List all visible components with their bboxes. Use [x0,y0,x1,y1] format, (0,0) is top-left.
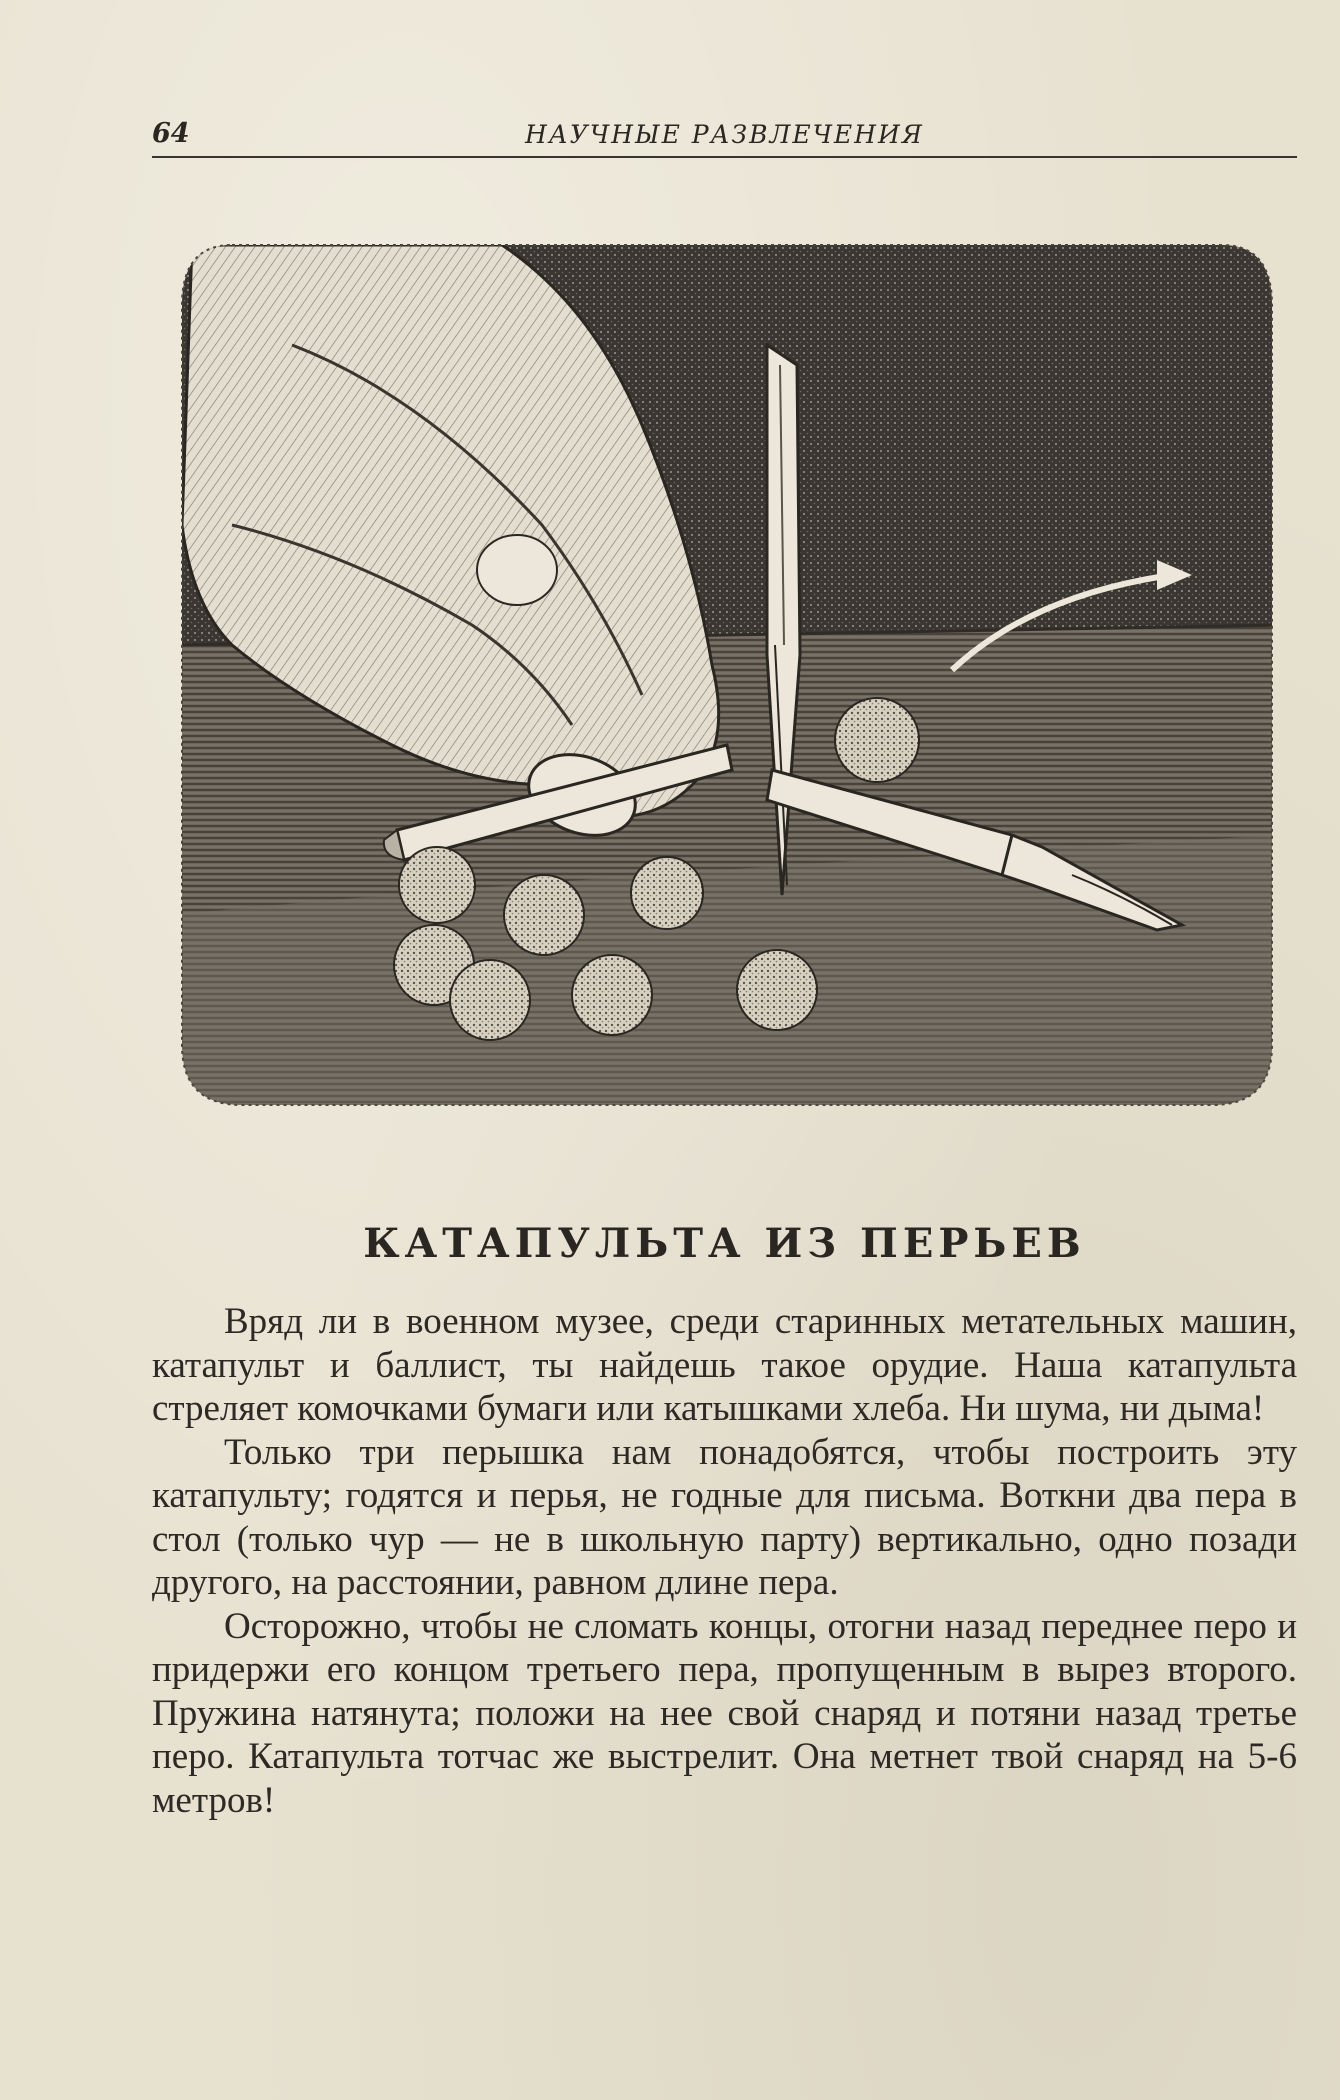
article-title: КАТАПУЛЬТА ИЗ ПЕРЬЕВ [363,1220,1086,1267]
running-title: НАУЧНЫЕ РАЗВЛЕЧЕНИЯ [525,120,924,149]
paragraph: Вряд ли в военном музее, среди старинных метательных машин, катапульт и баллист, ты найдешь такое орудие. Наша катапульта стреляет комочками бумаги или катышками хлеба. Ни шума, ни дыма! [152,1301,1297,1429]
catapult-engraving [172,225,1282,1115]
page-number: 64 [152,118,190,149]
article-body [152,1300,1297,1822]
paragraph: Только три перышка нам понадобятся, чтобы построить эту катапульту; годятся и перья, не годные для письма. Воткни два пера в стол (только чур — не в школьную парту) вертикально, одно позади другого, на расстоянии, равном длине пера. [152,1431,1297,1603]
page-header [152,112,1297,158]
paragraph: Осторожно, чтобы не сломать концы, отогни назад переднее перо и придержи его концом третьего пера, пропущенным в вырез второго. Пружина натянута; положи на нее свой снаряд и потяни назад третье перо. Катапульта тотчас же выстрелит. Она метнет твой снаряд на 5-6 метров! [152,1605,1297,1821]
catapult-illustration [172,225,1282,1115]
